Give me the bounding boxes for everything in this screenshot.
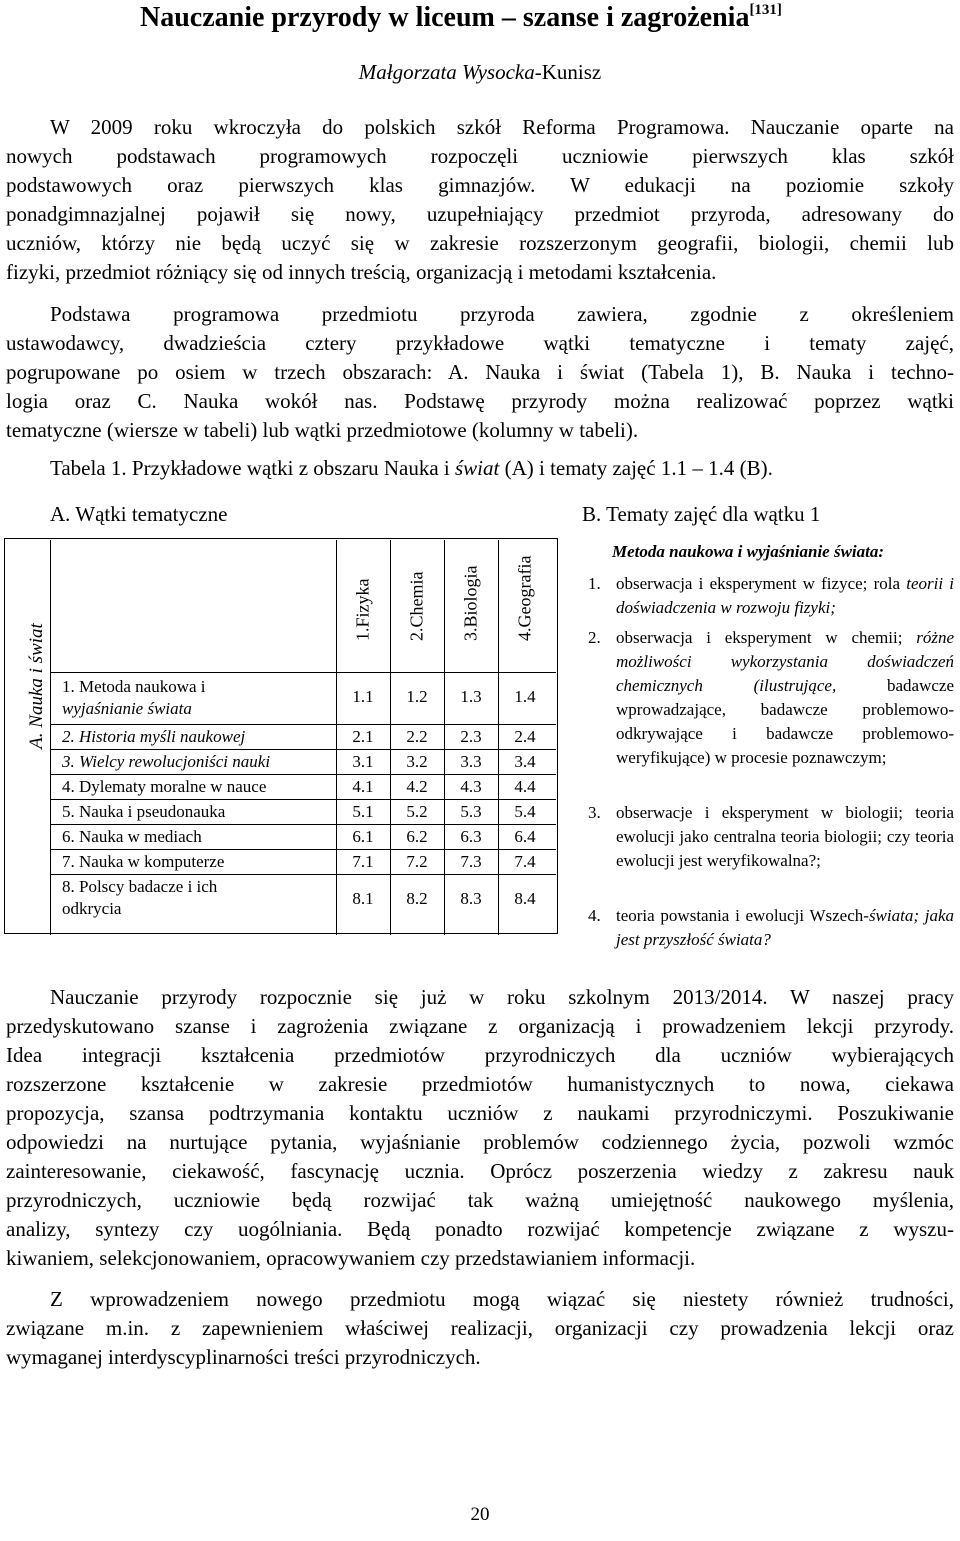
column-header-geography — [508, 542, 542, 662]
table-cell: 7.4 — [514, 852, 536, 871]
text-line: przedyskutowano szanse i zagrożenia związane z organizacją i prowadzeniem lekcji przyrody. — [6, 1014, 954, 1038]
topic-number: 3. — [588, 803, 601, 822]
table-cell: 3.2 — [406, 752, 428, 771]
topic-text-tail: badawcze wprowadzające, badawcze problemowo-odkrywające i badawcze problemowo-weryfikujące) w procesie poznawczym; — [616, 676, 954, 767]
page-number: 20 — [470, 1504, 490, 1525]
table-cell: 1.2 — [406, 687, 428, 706]
topic-text-plain: teoria powstania i ewolucji Wszech- — [616, 906, 869, 925]
text-line: wymaganej interdyscyplinarności treści przyrodniczych. — [6, 1345, 481, 1369]
text-line: tematyczne (wiersze w tabeli) lub wątki przedmiotowe (kolumny w tabeli). — [6, 418, 639, 442]
text-line: Nauczanie przyrody rozpocznie się już w roku szkolnym 2013/2014. W naszej pracy — [50, 985, 954, 1009]
text-line: podstawowych oraz pierwszych klas gimnazjów. W edukacji na poziomie szkoły — [6, 173, 954, 197]
text-line: kiwaniem, selekcjonowaniem, opracowywaniem czy przedstawianiem informacji. — [6, 1246, 696, 1270]
row-label — [62, 876, 217, 920]
column-header-text: 3.Biologia — [460, 565, 481, 641]
table-cell: 8.4 — [514, 889, 536, 908]
table-cell: 4.2 — [406, 777, 428, 796]
table-cell: 7.2 — [406, 852, 428, 871]
topic-item — [588, 626, 954, 770]
topic-text — [616, 801, 954, 873]
table-cell: 6.2 — [406, 827, 428, 846]
row-label — [62, 801, 225, 823]
table-cell: 5.1 — [352, 802, 374, 821]
section-b-title: B. Tematy zajęć dla wątku 1 — [582, 502, 821, 526]
text-line: fizyki, przedmiot różniący się od innych treścią, organizacją i metodami kształcenia. — [6, 260, 717, 284]
table-cell: 2.3 — [460, 727, 482, 746]
text-line: nowych podstawach programowych rozpoczęli uczniowie pierwszych klas szkół — [6, 144, 954, 168]
caption-text-end: (A) i tematy zajęć 1.1 – 1.4 (B). — [499, 456, 773, 480]
caption-text: Tabela 1. Przykładowe wątki z obszaru Nauka i — [50, 456, 455, 480]
text-line: związane m.in. z zapewnieniem właściwej realizacji, organizacji czy prowadzenia lekcji oraz — [6, 1316, 954, 1340]
text-line: ustawodawcy, dwadzieścia cztery przykładowe wątki tematyczne i tematy zajęć, — [6, 331, 954, 355]
topic-text — [616, 626, 954, 770]
table-divider — [50, 672, 556, 673]
topic-text-plain: obserwacja i eksperyment w fizyce; rola — [616, 574, 907, 593]
table-cell: 7.1 — [352, 852, 374, 871]
text-line: logia oraz C. Nauka wokół nas. Podstawę przyrody można realizować poprzez wątki — [6, 389, 954, 413]
row-label-line: 2. Historia myśli naukowej — [62, 727, 246, 746]
table-cell: 8.1 — [352, 889, 374, 908]
table-divider — [50, 774, 556, 775]
table-divider — [50, 540, 51, 935]
column-header-text: 2.Chemia — [406, 571, 427, 641]
topic-item — [588, 801, 954, 873]
row-label — [62, 776, 266, 798]
table-cell: 3.4 — [514, 752, 536, 771]
row-label — [62, 676, 206, 720]
text-line: ponadgimnazjalnej pojawił się nowy, uzupełniający przedmiot przyroda, adresowany do — [6, 202, 954, 226]
row-label-line: odkrycia — [62, 899, 122, 918]
text-line: uczniów, którzy nie będą uczyć się w zakresie rozszerzonym geografii, biologii, chemii lub — [6, 231, 954, 255]
table-divider — [50, 799, 556, 800]
text-line: Idea integracji kształcenia przedmiotów przyrodniczych dla uczniów wybierających — [6, 1043, 954, 1067]
row-label — [62, 826, 202, 848]
caption-italic: świat — [454, 456, 500, 480]
text-line: odpowiedzi na nurtujące pytania, wyjaśnianie problemów codziennego życia, pozwoli wzmóc — [6, 1130, 954, 1154]
topic-text-plain: obserwacje i eksperyment w biologii; teoria ewolucji jako centralna teoria biologii; czy teoria ewolucji jest weryfikowalna?; — [616, 803, 954, 870]
row-label-line: 6. Nauka w mediach — [62, 827, 202, 846]
table-cell: 2.4 — [514, 727, 536, 746]
table-caption — [50, 456, 773, 481]
topic-number: 2. — [588, 628, 601, 647]
text-line: W 2009 roku wkroczyła do polskich szkół Reforma Programowa. Nauczanie oparte na — [50, 115, 954, 139]
side-label-text: A. Nauka i świat — [26, 623, 47, 749]
title-text: Nauczanie przyrody w liceum – szanse i zagrożenia — [140, 2, 750, 33]
topic-text-italic: świata; jaka jest przyszłość świata? — [616, 906, 954, 949]
topic-item — [588, 572, 954, 620]
table-cell: 4.1 — [352, 777, 374, 796]
author — [0, 60, 960, 85]
table-divider — [50, 824, 556, 825]
table-cell: 6.4 — [514, 827, 536, 846]
table-cell: 5.3 — [460, 802, 482, 821]
topic-number: 1. — [588, 574, 601, 593]
table-cell: 5.4 — [514, 802, 536, 821]
topic-text — [616, 904, 954, 952]
table-cell: 6.1 — [352, 827, 374, 846]
column-header-text: 4.Geografia — [514, 555, 535, 641]
row-label-line: wyjaśnianie świata — [62, 699, 192, 718]
table-cell: 1.3 — [460, 687, 482, 706]
page-title — [140, 2, 782, 34]
column-header-biology — [454, 542, 488, 662]
footnote-ref: [131] — [749, 1, 782, 18]
table-cell: 4.4 — [514, 777, 536, 796]
text-line: zainteresowanie, ciekawość, fascynację ucznia. Oprócz poszerzenia wiedzy z zakresu nauk — [6, 1159, 954, 1183]
topics-heading: Metoda naukowa i wyjaśnianie świata: — [612, 542, 885, 561]
table-cell: 2.2 — [406, 727, 428, 746]
table-divider — [50, 874, 556, 875]
row-label-line: 1. Metoda naukowa i — [62, 677, 206, 696]
table-cell: 3.1 — [352, 752, 374, 771]
table-divider — [50, 749, 556, 750]
row-label-line: 8. Polscy badacze i ich — [62, 877, 218, 896]
topic-text-italic: teorii i doświadczenia w rozwoju fizyki; — [616, 574, 954, 617]
column-header-text: 1.Fizyka — [352, 578, 373, 641]
table-cell: 2.1 — [352, 727, 374, 746]
row-label-line: 4. Dylematy moralne w nauce — [62, 777, 267, 796]
text-line: przyrodniczych, uczniowie będą rozwijać tak ważną umiejętność naukowego myślenia, — [6, 1188, 954, 1212]
table-cell: 7.3 — [460, 852, 482, 871]
row-label — [62, 726, 245, 748]
table-cell: 6.3 — [460, 827, 482, 846]
topic-text — [616, 572, 954, 620]
author-suffix: -Kunisz — [534, 60, 602, 84]
text-line: propozycja, szansa podtrzymania kontaktu uczniów z naukami przyrodniczymi. Poszukiwanie — [6, 1101, 954, 1125]
body-paragraph — [6, 1285, 954, 1372]
row-label — [62, 751, 270, 773]
topic-number: 4. — [588, 906, 601, 925]
section-a-title: A. Wątki tematyczne — [50, 502, 228, 526]
table-cell: 8.3 — [460, 889, 482, 908]
table-cell: 1.1 — [352, 687, 374, 706]
table-cell: 5.2 — [406, 802, 428, 821]
row-label — [62, 851, 224, 873]
row-label-line: 7. Nauka w komputerze — [62, 852, 225, 871]
body-paragraph — [6, 300, 954, 445]
column-header-physics — [346, 542, 380, 662]
topic-text-plain: obserwacja i eksperyment w chemii; — [616, 628, 917, 647]
table-divider — [50, 724, 556, 725]
text-line: Podstawa programowa przedmiotu przyroda zawiera, zgodnie z określeniem — [50, 302, 954, 326]
row-label-line: 5. Nauka i pseudonauka — [62, 802, 226, 821]
table-divider — [50, 849, 556, 850]
text-line: Z wprowadzeniem nowego przedmiotu mogą wiązać się niestety również trudności, — [50, 1287, 954, 1311]
text-line: rozszerzone kształcenie w zakresie przedmiotów humanistycznych to nowa, ciekawa — [6, 1072, 954, 1096]
table-cell: 3.3 — [460, 752, 482, 771]
table-cell: 4.3 — [460, 777, 482, 796]
text-line: pogrupowane po osiem w trzech obszarach: A. Nauka i świat (Tabela 1), B. Nauka i techno- — [6, 360, 954, 384]
table-cell: 8.2 — [406, 889, 428, 908]
topic-item — [588, 904, 954, 952]
area-side-label — [6, 623, 50, 749]
row-label-line: 3. Wielcy rewolucjoniści nauki — [62, 752, 271, 771]
table-cell: 1.4 — [514, 687, 536, 706]
topic-text-italic: różne możliwości wykorzystania doświadczeń chemicznych (ilustrujące, — [616, 628, 954, 695]
column-header-chemistry — [400, 542, 434, 662]
body-paragraph — [6, 983, 954, 1273]
text-line: analizy, syntezy czy uogólniania. Będą ponadto rozwijać kompetencje związane z wyszu- — [6, 1217, 954, 1241]
author-surname: Małgorzata Wysocka — [358, 60, 535, 84]
intro-paragraph — [6, 113, 954, 287]
